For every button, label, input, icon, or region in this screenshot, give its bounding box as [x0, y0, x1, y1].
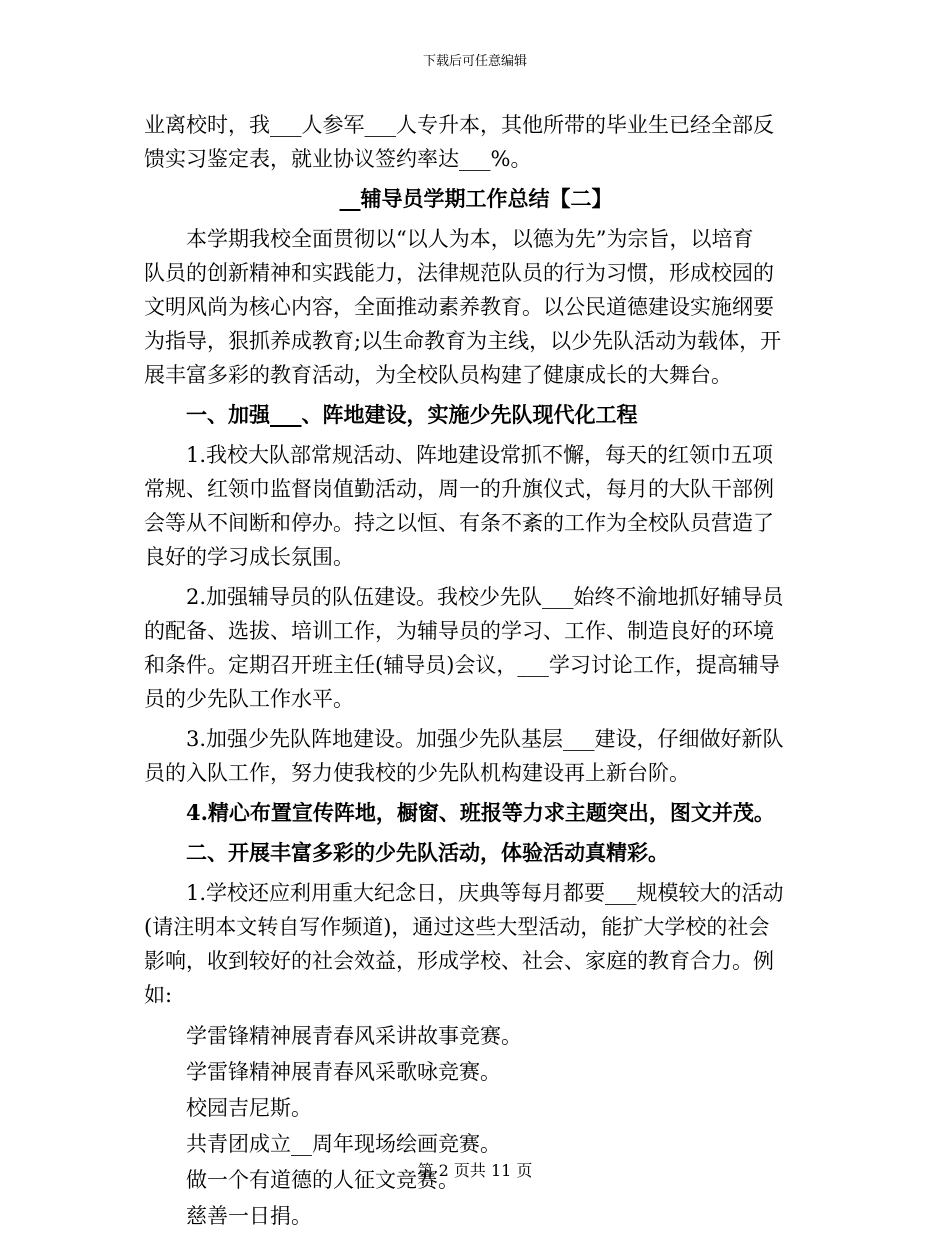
page-footer: 第 2 页共 11 页: [417, 1161, 533, 1180]
section-heading: 二、开展丰富多彩的少先队活动，体验活动真精彩。: [186, 840, 669, 865]
paragraph-line: 1.我校大队部常规活动、阵地建设常抓不懈，每天的红领巾五项: [186, 443, 774, 467]
paragraph-line: 员的入队工作，努力使我校的少先队机构建设再上新台阶。: [144, 761, 690, 785]
paragraph-line: 文明风尚为核心内容，全面推动素养教育。以公民道德建设实施纲要: [144, 295, 774, 319]
paragraph-line: 队员的创新精神和实践能力，法律规范队员的行为习惯，形成校园的: [144, 261, 774, 285]
paragraph-line: 如:: [144, 983, 173, 1007]
paragraph-line: 良好的学习成长氛围。: [144, 545, 354, 569]
list-item: 慈善一日捐。: [186, 1204, 312, 1228]
paragraph-line: 的配备、选拔、培训工作，为辅导员的学习、工作、制造良好的环境: [144, 619, 774, 643]
paragraph-line: 员的少先队工作水平。: [144, 687, 354, 711]
document-body: [144, 108, 808, 1234]
paragraph-line: 影响，收到较好的社会效益，形成学校、社会、家庭的教育合力。例: [144, 949, 774, 973]
section-heading: 一、加强___、阵地建设，实施少先队现代化工程: [186, 402, 638, 427]
paragraph-line: 为指导，狠抓养成教育;以生命教育为主线，以少先队活动为载体，开: [144, 329, 782, 353]
paragraph-line: 1.学校还应利用重大纪念日，庆典等每月都要___规模较大的活动: [186, 881, 784, 905]
paragraph-line: 本学期我校全面贯彻以“以人为本，以德为先”为宗旨，以培育: [186, 227, 754, 251]
paragraph-line: 常规、红领巾监督岗值勤活动，周一的升旗仪式，每月的大队干部例: [144, 477, 774, 501]
list-item: 共青团成立__周年现场绘画竞赛。: [186, 1132, 501, 1156]
paragraph-line: 和条件。定期召开班主任(辅导员)会议，___学习讨论工作，提高辅导: [144, 653, 780, 677]
paragraph-line: (请注明本文转自写作频道)，通过这些大型活动，能扩大学校的社会: [144, 915, 770, 939]
list-item: 学雷锋精神展青春风采歌咏竞赛。: [186, 1060, 501, 1084]
paragraph-line: 馈实习鉴定表，就业协议签约率达___%。: [144, 147, 532, 171]
paragraph-line: 2.加强辅导员的队伍建设。我校少先队___始终不渝地抓好辅导员: [186, 585, 784, 609]
section-title: __辅导员学期工作总结【二】: [339, 186, 613, 211]
list-item: 学雷锋精神展青春风采讲故事竞赛。: [186, 1024, 522, 1048]
paragraph-line: 会等从不间断和停办。持之以恒、有条不紊的工作为全校队员营造了: [144, 511, 774, 535]
section-heading: 4.精心布置宣传阵地，橱窗、班报等力求主题突出，图文并茂。: [186, 800, 775, 825]
list-item: 做一个有道德的人征文竞赛。: [186, 1168, 459, 1192]
paragraph-line: 业离校时，我___人参军___人专升本，其他所带的毕业生已经全部反: [144, 113, 774, 137]
page-header: 下载后可任意编辑: [422, 54, 527, 69]
paragraph-line: 3.加强少先队阵地建设。加强少先队基层___建设，仔细做好新队: [186, 727, 784, 751]
paragraph-line: 展丰富多彩的教育活动，为全校队员构建了健康成长的大舞台。: [144, 363, 732, 387]
list-item: 校园吉尼斯。: [186, 1096, 312, 1120]
